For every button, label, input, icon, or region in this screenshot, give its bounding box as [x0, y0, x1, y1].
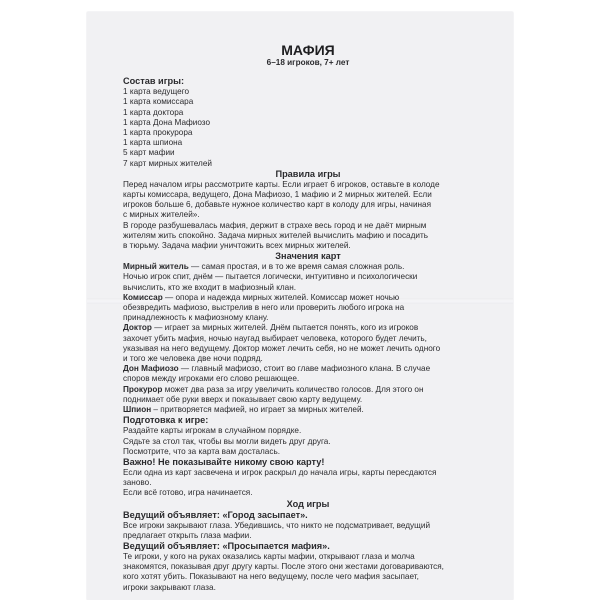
card-term: Комиссар	[123, 292, 163, 302]
card-description: — главный мафиозо, стоит во главе мафиозного клана. В случае	[178, 364, 431, 374]
text-line: указывая на него ведущему. Доктор может лечить себя, но не может лечить одного	[123, 343, 441, 353]
text-line	[123, 323, 493, 333]
list-item: 1 карта прокурора	[123, 128, 193, 138]
text-line: Если всё готово, игра начинается.	[123, 488, 253, 498]
text-line: Ночью игрок спит, днём — пытается логически, интуитивно и психологически	[123, 272, 418, 282]
text-line: Раздайте карты игрокам в случайном порядке.	[123, 426, 302, 436]
setup-steps	[123, 426, 493, 457]
card-term: Шпион	[123, 405, 152, 415]
page-subtitle: 6–18 игроков, 7+ лет	[266, 58, 350, 67]
rules-content	[123, 42, 493, 593]
rules-paragraph-1	[123, 180, 493, 221]
text-line	[123, 262, 493, 272]
text-line: заново.	[123, 478, 152, 488]
card-description: – притворяется мафией, но играет за мирных жителей.	[151, 405, 364, 415]
list-item: 1 карта комиссара	[123, 97, 194, 107]
text-line	[123, 364, 493, 374]
text-line: в тюрьму. Задача мафии уничтожить всех мирных жителей.	[123, 241, 351, 251]
card-term: Доктор	[123, 323, 152, 333]
gameplay-heading: Ход игры	[286, 498, 330, 509]
text-line: с мирных жителей».	[123, 210, 200, 220]
text-line: жителям жить спокойно. Задача мирных жителей вычислить мафию и посадить	[123, 230, 428, 240]
text-line: карты комиссара, ведущего, Дона Мафиозо, 1 мафию и 2 мирных жителей. Если	[123, 190, 432, 200]
list-item: 1 карта ведущего	[123, 87, 190, 97]
text-line	[123, 405, 493, 415]
phase-1-text	[123, 521, 493, 541]
card-description: — самая простая, и в то же время самая сложная роль.	[188, 262, 405, 272]
text-line: поднимает обе руки вверх и показывает свою карту ведущему.	[123, 394, 363, 404]
card-description: может два раза за игру увеличить количество голосов. Для этого он	[162, 384, 424, 394]
list-item: 1 карта Дона Мафиозо	[123, 117, 210, 127]
text-line: знакомятся, показывая друг другу карты. После этого они жестами договариваются,	[123, 562, 444, 572]
text-line: игроки закрывают глаза.	[123, 582, 216, 592]
list-item: 1 карта доктора	[123, 107, 184, 117]
rules-sheet	[87, 12, 513, 600]
text-line	[123, 293, 493, 303]
list-item: 1 карта шпиона	[123, 138, 183, 148]
phase-1-title: Ведущий объявляет: «Город засыпает».	[123, 509, 308, 520]
text-line: Перед началом игры рассмотрите карты. Если играет 6 игроков, оставьте в колоде	[123, 179, 440, 189]
text-line: вычислить, кто же входит в мафиозный клан.	[123, 282, 297, 292]
card-term: Дон Мафиозо	[123, 364, 179, 374]
phase-2-title: Ведущий объявляет: «Просыпается мафия».	[123, 540, 330, 551]
list-item: 5 карт мафии	[123, 148, 175, 158]
card-don-mafioso	[123, 364, 493, 384]
text-line: Те игроки, у кого на руках оказались карты мафии, открывают глаза и молча	[123, 551, 415, 561]
card-doctor	[123, 323, 493, 364]
text-line: предлагает открыть глаза мафии.	[123, 530, 252, 540]
text-line: споров между игроками его слово решающее.	[123, 374, 300, 384]
text-line: Посмотрите, что за карта вам досталась.	[123, 446, 280, 456]
text-line: Сядьте за стол так, чтобы вы могли видеть друг друга.	[123, 436, 331, 446]
composition-list	[123, 87, 493, 169]
text-line: Если одна из карт засвечена и игрок раскрыл до начала игры, карты пересдаются	[123, 467, 437, 477]
text-line: захочет убить мафия, ночью наугад выбирает человека, которого будет лечить,	[123, 333, 427, 343]
setup-after	[123, 468, 493, 499]
text-line	[123, 385, 493, 395]
composition-heading: Состав игры:	[123, 76, 185, 87]
text-line: игроков больше 6, добавьте нужное количество карт в колоду для игры, начиная	[123, 200, 432, 210]
card-prosecutor	[123, 385, 493, 405]
card-description: — опора и надежда мирных жителей. Комиссар может ночью	[162, 292, 400, 302]
text-line: и того же человека две ночи подряд.	[123, 354, 263, 364]
rules-heading: Правила игры	[275, 168, 341, 179]
list-item: 7 карт мирных жителей	[123, 158, 212, 168]
card-commissar	[123, 293, 493, 324]
phase-2-text	[123, 552, 493, 593]
setup-warning: Важно! Не показывайте никому свою карту!	[123, 456, 325, 467]
rules-paragraph-2	[123, 221, 493, 252]
text-line: В городе разбушевалась мафия, держит в страхе весь город и не даёт мирным	[123, 220, 427, 230]
text-line: принадлежность к мафиозному клану.	[123, 313, 269, 323]
card-term: Мирный житель	[123, 262, 189, 272]
text-line: кого хотят убить. Показывают на него ведущему, после чего мафия засыпает,	[123, 572, 419, 582]
setup-heading: Подготовка к игре:	[123, 415, 209, 426]
text-line: Все игроки закрывают глаза. Убедившись, что никто не подсматривает, ведущий	[123, 520, 431, 530]
card-civilian	[123, 262, 493, 293]
text-line: обезвредить мафиозо, выстрелив в него или проверить любого игрока на	[123, 303, 405, 313]
page-title: МАФИЯ	[281, 42, 335, 58]
cards-heading: Значения карт	[275, 251, 341, 262]
card-term: Прокурор	[123, 384, 163, 394]
card-spy	[123, 405, 493, 415]
card-description: — играет за мирных жителей. Днём пытается понять, кого из игроков	[151, 323, 419, 333]
